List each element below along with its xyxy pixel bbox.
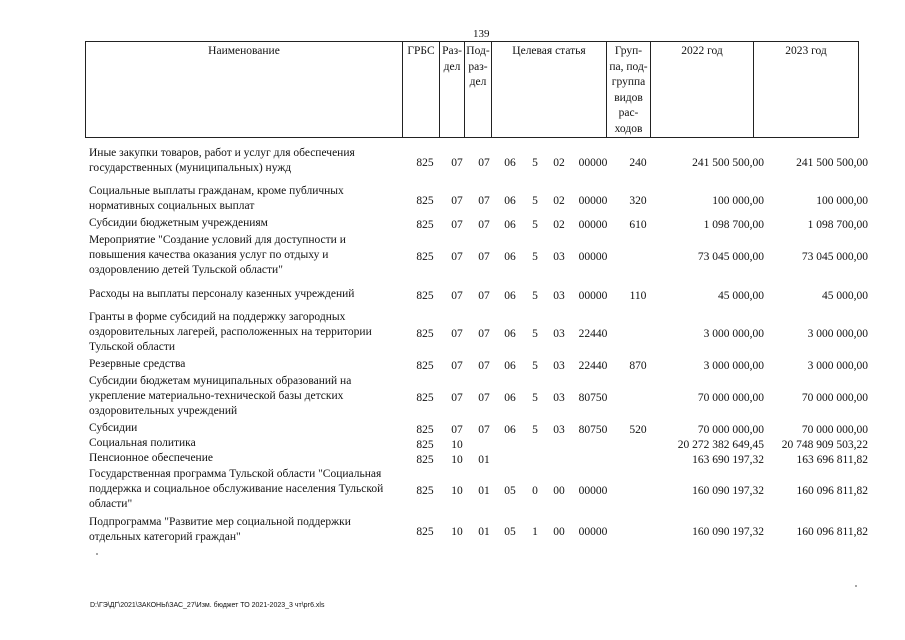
cell-t3: 00	[553, 525, 565, 538]
table-row	[0, 310, 905, 355]
cell-pr: 07	[478, 156, 490, 169]
cell-t3: 03	[553, 360, 565, 372]
cell-t3: 02	[553, 194, 565, 207]
cell-t2: 5	[532, 156, 538, 169]
cell-rz: 10	[451, 454, 463, 466]
cell-pr: 07	[478, 424, 490, 436]
cell-v22: 1 098 700,00	[703, 219, 764, 231]
cell-rz: 07	[451, 251, 463, 263]
cell-t1: 06	[504, 219, 516, 231]
cell-rz: 07	[451, 328, 463, 340]
cell-grbs: 825	[416, 156, 434, 169]
row-name: Субсидии	[89, 422, 138, 434]
row-name: Государственная программа Тульской области "Социальная поддержка и социальное обслуживание населения Тульской области"	[89, 468, 384, 510]
cell-v22: 160 090 197,32	[692, 525, 764, 538]
cell-v23: 100 000,00	[816, 194, 868, 207]
cell-t4: 80750	[578, 424, 608, 436]
scan-speck	[96, 553, 98, 555]
cell-t3: 03	[553, 328, 565, 340]
cell-t1: 06	[504, 360, 516, 372]
cell-vr: 110	[629, 290, 647, 302]
cell-t4: 00000	[578, 251, 608, 263]
header-2022: 2022 год	[651, 42, 754, 138]
table-row	[0, 374, 905, 419]
row-name: Субсидии бюджетным учреждениям	[89, 217, 268, 229]
cell-pr: 01	[478, 525, 490, 538]
cell-v23: 1 098 700,00	[807, 219, 868, 231]
cell-t2: 5	[532, 290, 538, 302]
cell-grbs: 825	[416, 194, 434, 207]
cell-t2: 5	[532, 194, 538, 207]
cell-vr: 870	[629, 360, 647, 372]
cell-t3: 03	[553, 251, 565, 263]
cell-pr: 07	[478, 392, 490, 404]
cell-rz: 07	[451, 290, 463, 302]
cell-v23: 160 096 811,82	[796, 485, 868, 497]
row-name: Гранты в форме субсидий на поддержку загородных оздоровительных лагерей, расположенных на территории Тульской области	[89, 311, 372, 353]
cell-t4: 00000	[578, 156, 608, 169]
cell-grbs: 825	[416, 219, 434, 231]
cell-grbs: 825	[416, 251, 434, 263]
cell-v23: 241 500 500,00	[796, 156, 868, 169]
cell-t1: 06	[504, 251, 516, 263]
cell-t4: 80750	[578, 392, 608, 404]
cell-v22: 45 000,00	[718, 290, 764, 302]
cell-v22: 3 000 000,00	[703, 328, 764, 340]
scan-speck	[855, 585, 857, 587]
cell-rz: 07	[451, 424, 463, 436]
cell-grbs: 825	[416, 454, 434, 466]
row-name: Социальная политика	[89, 437, 196, 449]
table-row	[0, 515, 905, 545]
cell-pr: 07	[478, 360, 490, 372]
header-podrazdel: Под- раз- дел	[465, 42, 492, 138]
cell-v22: 241 500 500,00	[692, 156, 764, 169]
cell-vr: 610	[629, 219, 647, 231]
cell-t1: 06	[504, 424, 516, 436]
cell-rz: 10	[451, 439, 463, 451]
cell-v23: 73 045 000,00	[801, 251, 868, 263]
cell-v22: 163 690 197,32	[692, 454, 764, 466]
cell-grbs: 825	[416, 439, 434, 451]
cell-v23: 70 000 000,00	[801, 424, 868, 436]
cell-rz: 07	[451, 156, 463, 169]
row-name: Иные закупки товаров, работ и услуг для обеспечения государственных (муниципальных) нужд	[89, 147, 355, 174]
header-grbs: ГРБС	[403, 42, 440, 138]
table-row	[0, 357, 905, 372]
cell-vr: 240	[629, 156, 647, 169]
row-name: Социальные выплаты гражданам, кроме публичных нормативных социальных выплат	[89, 185, 344, 212]
cell-t3: 02	[553, 156, 565, 169]
table-row	[0, 467, 905, 512]
table-row	[0, 421, 905, 436]
page-number: 139	[473, 28, 490, 40]
header-razdel: Раз- дел	[440, 42, 465, 138]
cell-t2: 5	[532, 424, 538, 436]
cell-t4: 00000	[578, 219, 608, 231]
header-name: Наименование	[86, 42, 403, 138]
cell-t4: 22440	[578, 360, 608, 372]
row-name: Мероприятие "Создание условий для доступности и повышения качества оказания услуг по отдыху и оздоровлению детей Тульской области"	[89, 234, 346, 276]
cell-v22: 73 045 000,00	[697, 251, 764, 263]
cell-rz: 10	[451, 525, 463, 538]
cell-t4: 00000	[578, 525, 608, 538]
cell-v22: 20 272 382 649,45	[677, 439, 764, 451]
cell-v23: 20 748 909 503,22	[781, 439, 868, 451]
row-name: Резервные средства	[89, 358, 186, 370]
cell-t2: 5	[532, 219, 538, 231]
cell-t3: 03	[553, 290, 565, 302]
cell-grbs: 825	[416, 392, 434, 404]
cell-t2: 5	[532, 251, 538, 263]
table-row	[0, 233, 905, 278]
table-row	[0, 146, 905, 176]
table-row	[0, 436, 905, 451]
cell-grbs: 825	[416, 525, 434, 538]
cell-vr: 520	[629, 424, 647, 436]
cell-rz: 07	[451, 392, 463, 404]
cell-t2: 0	[532, 485, 538, 497]
cell-v23: 70 000 000,00	[801, 392, 868, 404]
cell-t1: 05	[504, 485, 516, 497]
cell-pr: 07	[478, 328, 490, 340]
cell-grbs: 825	[416, 360, 434, 372]
cell-v22: 70 000 000,00	[697, 424, 764, 436]
cell-t1: 05	[504, 525, 516, 538]
table-row	[0, 216, 905, 231]
cell-v22: 3 000 000,00	[703, 360, 764, 372]
cell-t3: 03	[553, 424, 565, 436]
header-group: Груп- па, под- группа видов рас- ходов	[607, 42, 651, 138]
cell-rz: 07	[451, 194, 463, 207]
row-name: Пенсионное обеспечение	[89, 452, 213, 464]
cell-v23: 3 000 000,00	[807, 328, 868, 340]
cell-v22: 160 090 197,32	[692, 485, 764, 497]
cell-grbs: 825	[416, 485, 434, 497]
cell-v23: 45 000,00	[822, 290, 868, 302]
table-row	[0, 451, 905, 466]
cell-rz: 10	[451, 485, 463, 497]
cell-t3: 00	[553, 485, 565, 497]
cell-pr: 01	[478, 485, 490, 497]
cell-t1: 06	[504, 392, 516, 404]
cell-rz: 07	[451, 360, 463, 372]
cell-t2: 1	[532, 525, 538, 538]
cell-vr: 320	[629, 194, 647, 207]
cell-t2: 5	[532, 392, 538, 404]
cell-rz: 07	[451, 219, 463, 231]
cell-t1: 06	[504, 290, 516, 302]
cell-v23: 160 096 811,82	[796, 525, 868, 538]
cell-t1: 06	[504, 328, 516, 340]
cell-t1: 06	[504, 194, 516, 207]
table-row	[0, 287, 905, 302]
cell-v22: 100 000,00	[712, 194, 764, 207]
cell-pr: 07	[478, 194, 490, 207]
cell-t4: 00000	[578, 194, 608, 207]
header-2023: 2023 год	[754, 42, 859, 138]
cell-grbs: 825	[416, 328, 434, 340]
row-name: Субсидии бюджетам муниципальных образований на укрепление материально-технической базы детских оздоровительных учреждений	[89, 375, 352, 417]
cell-pr: 07	[478, 290, 490, 302]
cell-t4: 22440	[578, 328, 608, 340]
cell-t4: 00000	[578, 290, 608, 302]
cell-t3: 03	[553, 392, 565, 404]
cell-v23: 3 000 000,00	[807, 360, 868, 372]
cell-pr: 01	[478, 454, 490, 466]
cell-pr: 07	[478, 251, 490, 263]
table-row	[0, 184, 905, 214]
cell-grbs: 825	[416, 424, 434, 436]
cell-t1: 06	[504, 156, 516, 169]
cell-v23: 163 696 811,82	[796, 454, 868, 466]
header-target: Целевая статья	[492, 42, 607, 138]
cell-t2: 5	[532, 328, 538, 340]
cell-t3: 02	[553, 219, 565, 231]
cell-grbs: 825	[416, 290, 434, 302]
table-header	[85, 41, 859, 138]
cell-v22: 70 000 000,00	[697, 392, 764, 404]
row-name: Расходы на выплаты персоналу казенных учреждений	[89, 288, 355, 300]
cell-t2: 5	[532, 360, 538, 372]
cell-pr: 07	[478, 219, 490, 231]
file-path-footer: D:\ГЭ\ДГ\2021\ЗАКОНЫ\ЗАС_27\Изм. бюджет ТО 2021-2023_3 чт\рг6.xls	[90, 602, 325, 609]
cell-t4: 00000	[578, 485, 608, 497]
row-name: Подпрограмма "Развитие мер социальной поддержки отдельных категорий граждан"	[89, 516, 351, 543]
